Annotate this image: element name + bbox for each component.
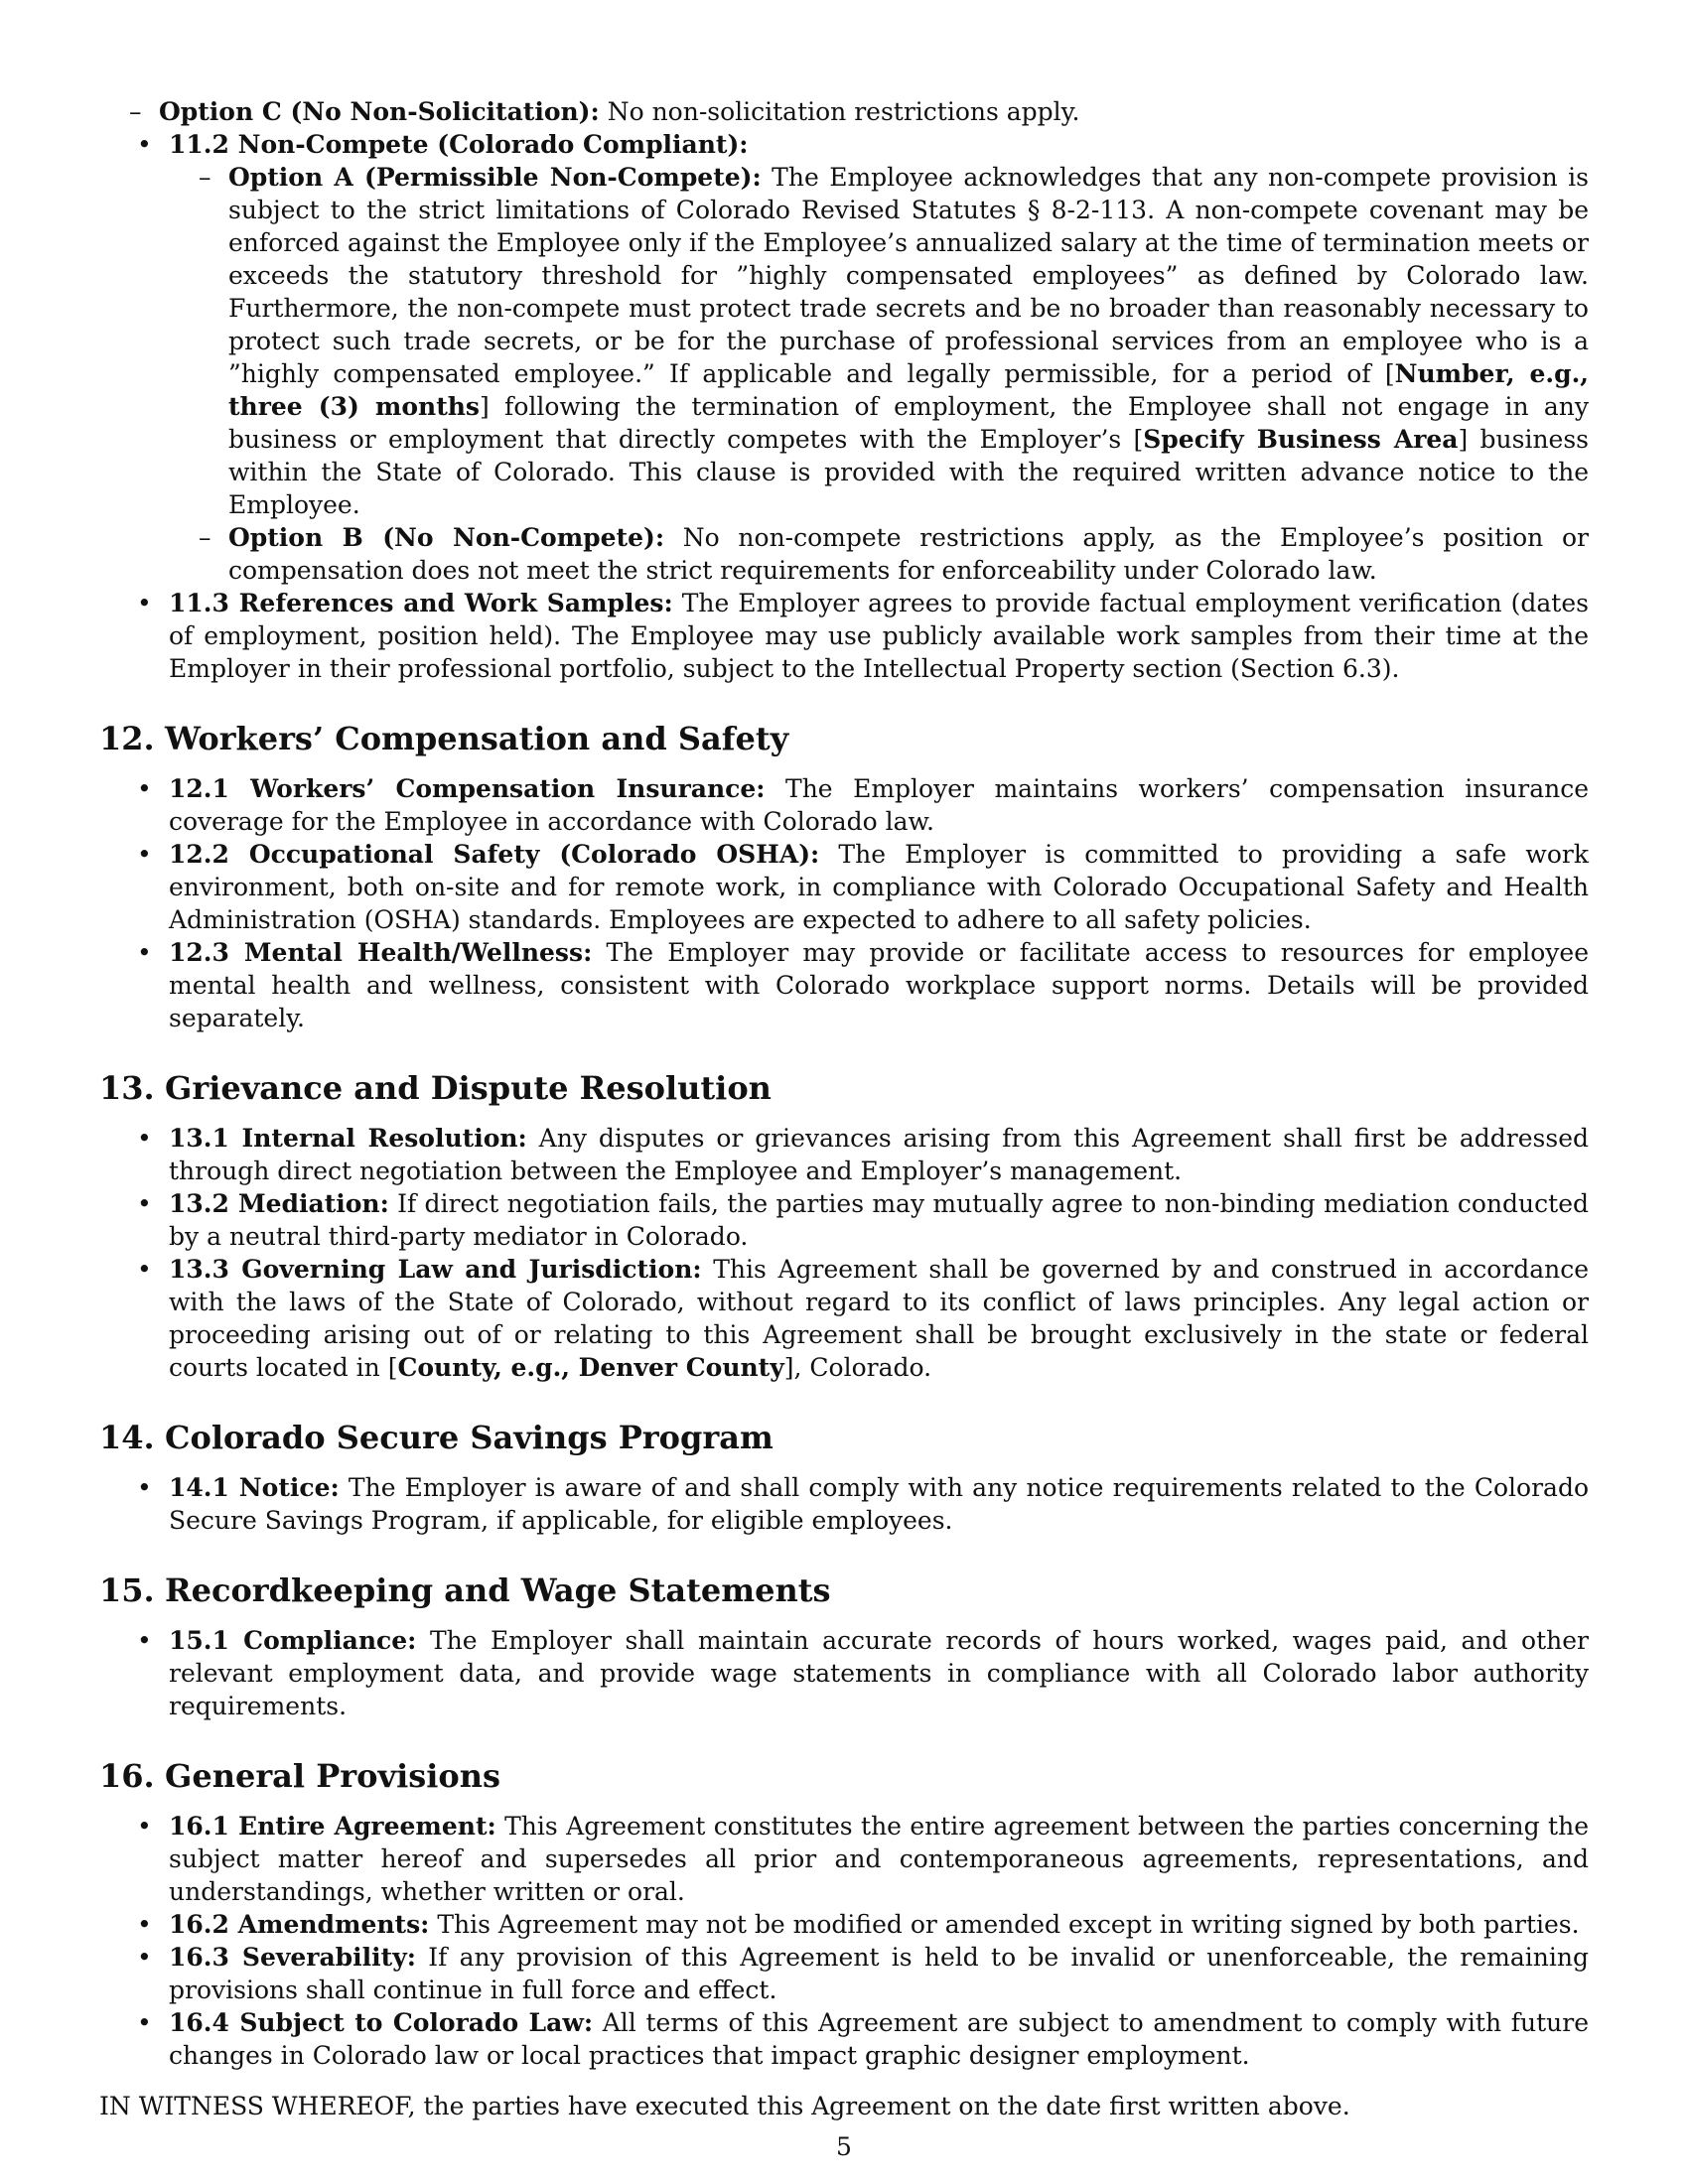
section-12-list bbox=[99, 772, 1589, 1034]
page-number: 5 bbox=[836, 2132, 852, 2161]
section-15-heading: 15. Recordkeeping and Wage Statements bbox=[99, 1571, 831, 1609]
clause-11-2-option-b: – Option B (No Non-Compete): No non-compete restrictions apply, as the Employee’s position or compensation does not meet the strict requirements for enforceability under Colorado law. bbox=[169, 521, 1589, 587]
clause-13-2: • 13.2 Mediation: If direct negotiation fails, the parties may mutually agree to non-binding mediation conducted by a neutral third-party mediator in Colorado. bbox=[99, 1187, 1589, 1253]
clause-11-2-option-a: – Option A (Permissible Non-Compete): The Employee acknowledges that any non-compete provision is subject to the strict limitations of Colorado Revised Statutes § 8-2-113. A non-compete covenant may be enforced against the Employee only if the Employee’s annualized salary at the time of termination meets or exceeds the statutory threshold for ”highly compensated employees” as defined by Colorado law. Furthermore, the non-compete must protect trade secrets and be no broader than reasonably necessary to protect such trade secrets, or be for the purchase of professional services from an employee who is a ”highly compensated employee.” If applicable and legally permissible, for a period of [Number, e.g., three (3) months] following the termination of employment, the Employee shall not engage in any business or employment that directly competes with the Employer’s [Specify Business Area] business within the State of Colorado. This clause is provided with the required written advance notice to the Employee. bbox=[169, 161, 1589, 521]
clause-11-2-options bbox=[169, 161, 1589, 587]
clause-11-2: • 11.2 Non-Compete (Colorado Compliant): – Option A (Permissible Non-Compete): The Employee acknowledges that any non-compete provision is subject to the strict limitations of Colorado Revised Statutes § 8-2-113. A non-compete covenant may be enforced against the Employee only if the Employee’s annualized salary at the time of termination meets or exceeds the statutory threshold for ”highly compensated employees” as defined by Colorado law. Furthermore, the non-compete must protect trade secrets and be no broader than reasonably necessary to protect such trade secrets, or be for the purchase of professional services from an employee who is a ”highly compensated employee.” If applicable and legally permissible, for a period of [Number, e.g., three (3) months] following the termination of employment, the Employee shall not engage in any business or employment that directly competes with the Employer’s [Specify Business Area] business within the State of Colorado. This clause is provided with the required written advance notice to the Employee. – Option B (No Non-Compete): No non-compete restrictions apply, as the Employee’s position or compensation does not meet the strict requirements for enforceability under Colorado law. bbox=[99, 128, 1589, 587]
document-page bbox=[99, 95, 1589, 2122]
section-16-heading: 16. General Provisions bbox=[99, 1757, 501, 1795]
section-15-list bbox=[99, 1624, 1589, 1722]
clause-12-3: • 12.3 Mental Health/Wellness: The Employer may provide or facilitate access to resources for employee mental health and wellness, consistent with Colorado workplace support norms. Details will be provided separately. bbox=[99, 936, 1589, 1034]
section-11-list bbox=[99, 128, 1589, 685]
option-list-11-1-tail bbox=[99, 95, 1589, 128]
clause-13-3: • 13.3 Governing Law and Jurisdiction: This Agreement shall be governed by and construed in accordance with the laws of the State of Colorado, without regard to its conflict of laws principles. Any legal action or proceeding arising out of or relating to this Agreement shall be brought exclusively in the state or federal courts located in [County, e.g., Denver County], Colorado. bbox=[99, 1253, 1589, 1384]
witness-statement: IN WITNESS WHEREOF, the parties have executed this Agreement on the date first written above. bbox=[99, 2092, 1350, 2120]
clause-11-3: • 11.3 References and Work Samples: The Employer agrees to provide factual employment verification (dates of employment, position held). The Employee may use publicly available work samples from their time at the Employer in their professional portfolio, subject to the Intellectual Property section (Section 6.3). bbox=[99, 587, 1589, 685]
clause-16-4: • 16.4 Subject to Colorado Law: All terms of this Agreement are subject to amendment to comply with future changes in Colorado law or local practices that impact graphic designer employment. bbox=[99, 2006, 1589, 2072]
clause-15-1: • 15.1 Compliance: The Employer shall maintain accurate records of hours worked, wages paid, and other relevant employment data, and provide wage statements in compliance with all Colorado labor authority requirements. bbox=[99, 1624, 1589, 1722]
clause-12-1: • 12.1 Workers’ Compensation Insurance: The Employer maintains workers’ compensation insurance coverage for the Employee in accordance with Colorado law. bbox=[99, 772, 1589, 838]
clause-16-3: • 16.3 Severability: If any provision of this Agreement is held to be invalid or unenforceable, the remaining provisions shall continue in full force and effect. bbox=[99, 1941, 1589, 2006]
section-16-list bbox=[99, 1810, 1589, 2072]
clause-16-2: • 16.2 Amendments: This Agreement may not be modified or amended except in writing signed by both parties. bbox=[99, 1908, 1589, 1941]
section-12-heading: 12. Workers’ Compensation and Safety bbox=[99, 720, 789, 757]
clause-13-1: • 13.1 Internal Resolution: Any disputes or grievances arising from this Agreement shall first be addressed through direct negotiation between the Employee and Employer’s management. bbox=[99, 1122, 1589, 1187]
section-14-list bbox=[99, 1471, 1589, 1537]
clause-12-2: • 12.2 Occupational Safety (Colorado OSHA): The Employer is committed to providing a safe work environment, both on-site and for remote work, in compliance with Colorado Occupational Safety and Health Administration (OSHA) standards. Employees are expected to adhere to all safety policies. bbox=[99, 838, 1589, 936]
section-14-heading: 14. Colorado Secure Savings Program bbox=[99, 1419, 774, 1456]
section-13-heading: 13. Grievance and Dispute Resolution bbox=[99, 1069, 772, 1107]
clause-16-1: • 16.1 Entire Agreement: This Agreement constitutes the entire agreement between the parties concerning the subject matter hereof and supersedes all prior and contemporaneous agreements, representations, and understandings, whether written or oral. bbox=[99, 1810, 1589, 1908]
clause-14-1: • 14.1 Notice: The Employer is aware of and shall comply with any notice requirements related to the Colorado Secure Savings Program, if applicable, for eligible employees. bbox=[99, 1471, 1589, 1537]
clause-option-c: – Option C (No Non-Solicitation): No non-solicitation restrictions apply. bbox=[99, 95, 1589, 128]
section-13-list bbox=[99, 1122, 1589, 1384]
